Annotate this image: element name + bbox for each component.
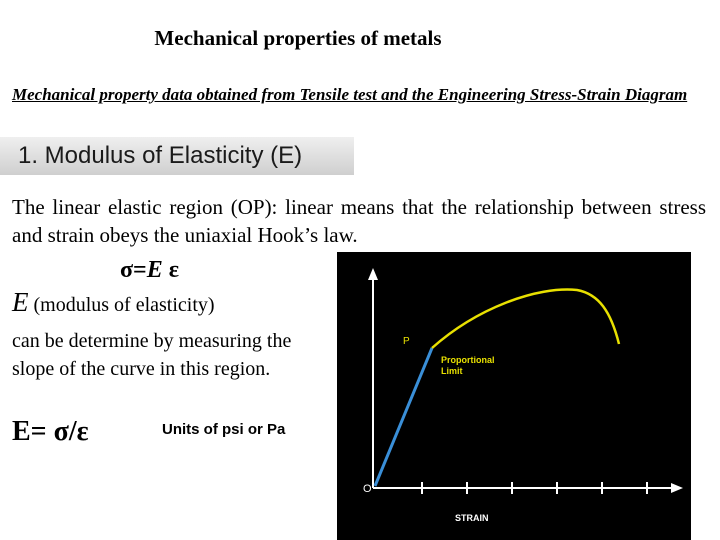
modulus-definition (12, 287, 215, 318)
label-p: P (403, 336, 410, 347)
label-proportional: Proportional (441, 355, 495, 365)
section-heading-bar (0, 137, 354, 175)
equation-rhs: ε (162, 257, 180, 283)
units-note: Units of psi or Pa (162, 421, 286, 438)
page-title: Mechanical properties of metals (154, 26, 442, 50)
elastic-region-line (375, 348, 432, 486)
modulus-definition-text: (modulus of elasticity) (28, 294, 215, 316)
stress-strain-svg (337, 252, 691, 540)
plastic-curve (432, 290, 619, 348)
explanation-text: can be determine by measuring the slope of the curve in this region. (12, 330, 292, 380)
equation-lhs: σ= (120, 257, 147, 283)
stress-strain-diagram (337, 252, 691, 540)
hookes-law-equation (120, 257, 179, 284)
label-limit: Limit (441, 366, 463, 376)
intro-paragraph: The linear elastic region (OP): linear means that the relationship between stress and strain obeys the uniaxial Hook’s law. (12, 195, 706, 247)
section-heading: 1. Modulus of Elasticity (E) (18, 142, 303, 169)
modulus-symbol: E (12, 287, 29, 317)
equation-modulus: E (146, 257, 163, 283)
subtitle: Mechanical property data obtained from Tensile test and the Engineering Stress-Strain Diagram (12, 85, 688, 104)
y-axis-arrow (368, 268, 378, 280)
x-axis-arrow (671, 483, 683, 493)
label-origin: O (363, 483, 372, 495)
label-strain-axis: STRAIN (455, 513, 489, 523)
modulus-equation: E= σ/ε (12, 416, 89, 447)
